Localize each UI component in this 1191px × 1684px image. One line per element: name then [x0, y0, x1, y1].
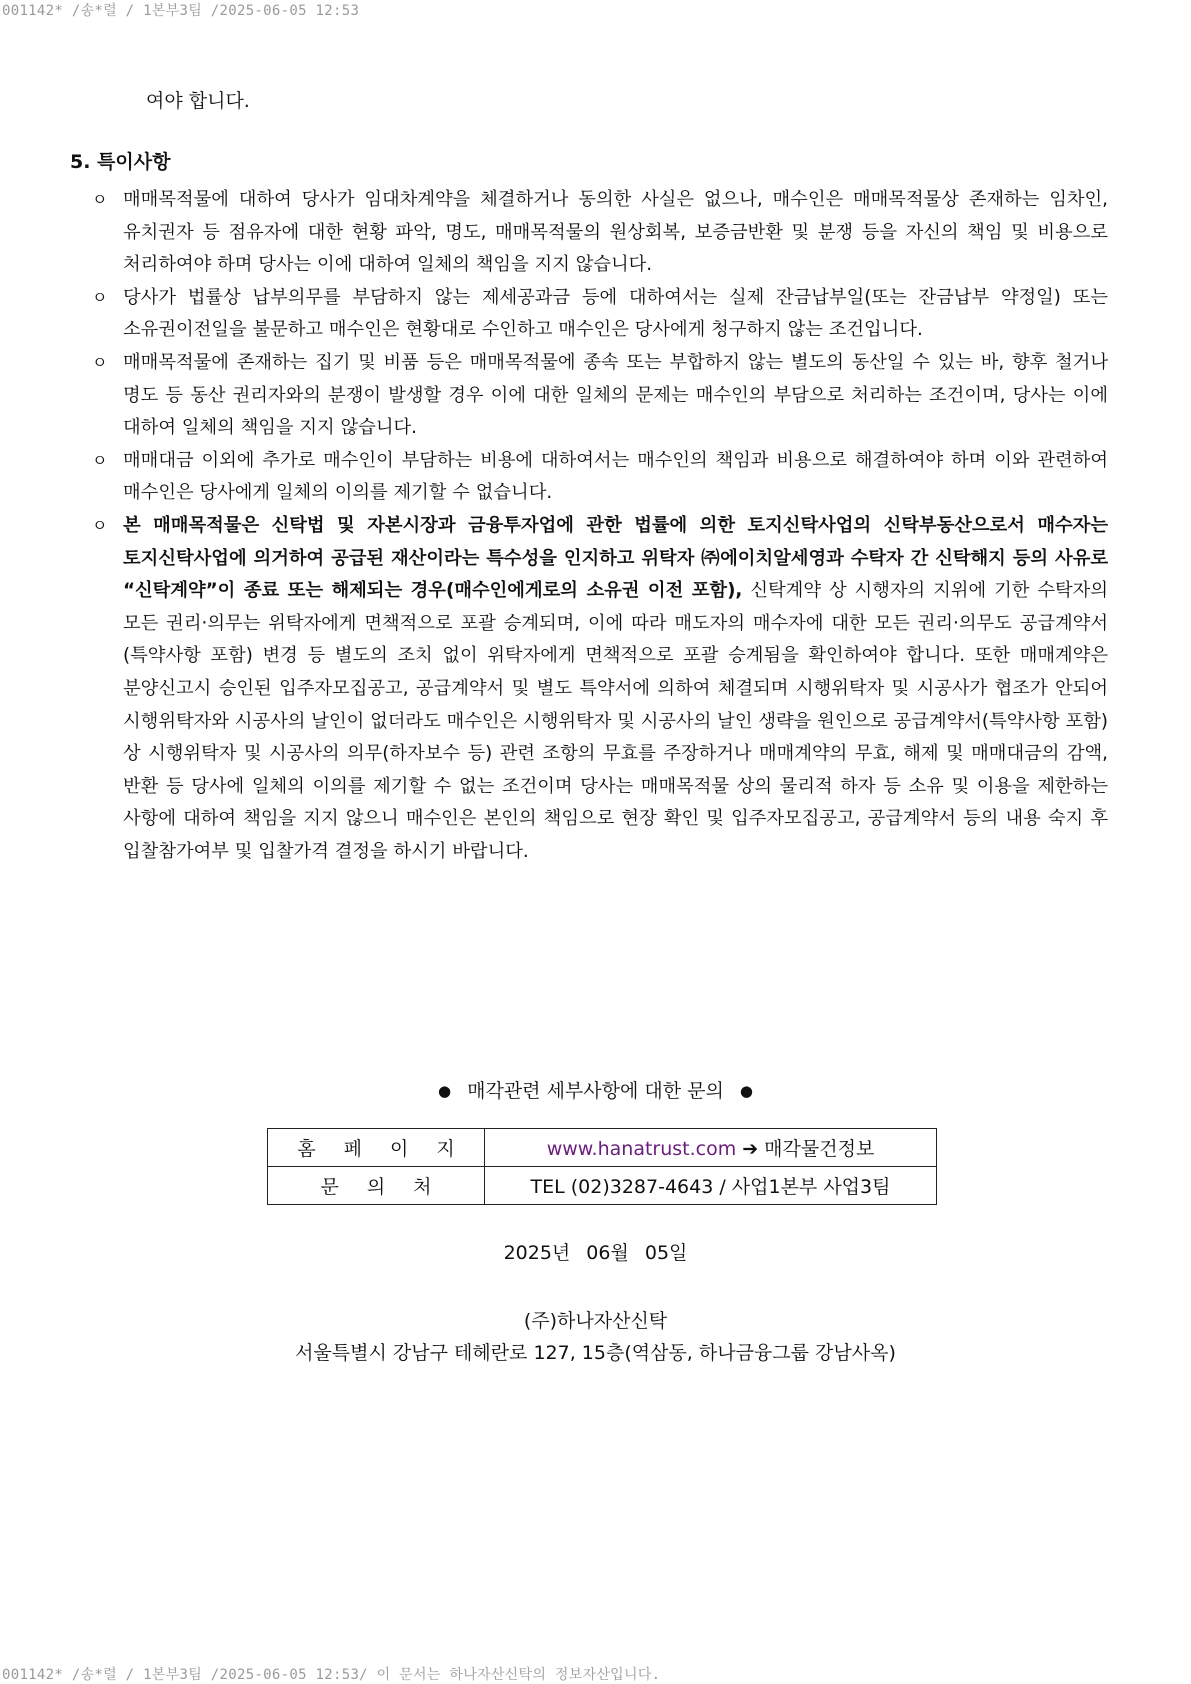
bullet-dot-icon: ● — [437, 1082, 452, 1100]
homepage-label: 홈페이지 — [268, 1129, 485, 1167]
document-header-stamp: 001142* /송*렬 / 1본부3팀 /2025-06-05 12:53 — [2, 3, 360, 19]
notice-item-text: 당사가 법률상 납부의무를 부담하지 않는 제세공과금 등에 대하여서는 실제 잔금납부일(또는 잔금납부 약정일) 또는 소유권이전일을 불문하고 매수인은 현황대로 수인하고 매수인은 당사에게 청구하지 않는 조건입니다. — [123, 286, 1108, 341]
notice-item — [92, 445, 1108, 510]
section-title: 5. 특이사항 — [70, 151, 171, 173]
inquiry-heading-text: 매각관련 세부사항에 대한 문의 — [467, 1080, 724, 1102]
homepage-menu-text: 매각물건정보 — [764, 1138, 875, 1160]
homepage-cell — [485, 1129, 937, 1167]
bullet-icon: ㅇ — [92, 352, 108, 372]
arrow-right-icon: ➔ — [742, 1138, 759, 1160]
table-row — [268, 1129, 937, 1167]
bullet-icon: ㅇ — [92, 190, 108, 209]
contact-label: 문의처 — [268, 1167, 485, 1205]
bullet-icon: ㅇ — [92, 515, 108, 535]
notice-item-text: 매매대금 이외에 추가로 매수인이 부담하는 비용에 대하여서는 매수인의 책임과 비용으로 해결하여야 하며 이와 관련하여 매수인은 당사에게 일체의 이의를 제기할 수 없습니다. — [123, 449, 1108, 504]
inquiry-table — [267, 1128, 937, 1205]
document-footer-stamp: 001142* /송*렬 / 1본부3팀 /2025-06-05 12:53/ 이 문서는 하나자산신탁의 정보자산입니다. — [2, 1667, 661, 1683]
document-date: 2025년 06월 05일 — [503, 1242, 688, 1264]
notice-item — [92, 347, 1108, 445]
homepage-link[interactable]: www.hanatrust.com — [546, 1138, 737, 1160]
inquiry-heading — [0, 1078, 1191, 1104]
notice-item-text: 신탁계약 상 시행자의 지위에 기한 수탁자의 모든 권리·의무는 위탁자에게 면책적으로 포괄 승계되며, 이에 따라 매도자의 매수자에 대한 모든 권리·의무도 공급계약서(특약사항 포함) 변경 등 별도의 조치 없이 위탁자에게 면책적으로 포괄 승계됨을 확인하여야 합니다. 또한 매매계약은 분양신고시 승인된 입주자모집공고, 공급계약서 및 별도 특약서에 의하여 체결되며 시행위탁자 및 시공사가 협조가 안되어 시행위탁자와 시공사의 날인이 없더라도 매수인은 시행위탁자 및 시공사의 날인 생략을 원인으로 공급계약서(특약사항 포함) 상 시행위탁자 및 시공사의 의무(하자보수 등) 관련 조항의 무효를 주장하거나 매매계약의 무효, 해제 및 매매대금의 감액, 반환 등 당사에 일체의 이의를 제기할 수 없는 조건이며 당사는 매매목적물 상의 물리적 하자 등 소유 및 이용을 제한하는 사항에 대하여 책임을 지지 않으니 매수인은 본인의 책임으로 현장 확인 및 입주자모집공고, 공급계약서 등의 내용 숙지 후 입찰참가여부 및 입찰가격 결정을 하시기 바랍니다. — [123, 580, 1108, 862]
notice-item-text: 매매목적물에 대하여 당사가 임대차계약을 체결하거나 동의한 사실은 없으나, 매수인은 매매목적물상 존재하는 임차인, 유치권자 등 점유자에 대한 현황 파악, 명도, 매매목적물의 원상회복, 보증금반환 및 분쟁 등을 자신의 책임 및 비용으로 처리하여야 하며 당사는 이에 대하여 일체의 책임을 지지 않습니다. — [123, 189, 1108, 276]
company-name: (주)하나자산신탁 — [523, 1310, 668, 1332]
company-address: 서울특별시 강남구 테헤란로 127, 15층(역삼동, 하나금융그룹 강남사옥) — [295, 1342, 896, 1364]
notice-list — [92, 184, 1108, 868]
notice-item-text: 매매목적물에 존재하는 집기 및 비품 등은 매매목적물에 종속 또는 부합하지 않는 별도의 동산일 수 있는 바, 향후 철거나 명도 등 동산 권리자와의 분쟁이 발생할 경우 이에 대한 일체의 문제는 매수인의 부담으로 처리하는 조건이며, 당사는 이에 대하여 일체의 책임을 지지 않습니다. — [123, 351, 1108, 439]
contact-value: TEL (02)3287-4643 / 사업1본부 사업3팀 — [485, 1167, 937, 1205]
table-row — [268, 1167, 937, 1205]
notice-item — [92, 282, 1108, 347]
continuation-text: 여야 합니다. — [146, 90, 250, 112]
notice-item — [92, 510, 1108, 869]
bullet-icon: ㅇ — [92, 450, 108, 470]
notice-item — [92, 184, 1108, 282]
bullet-dot-icon: ● — [739, 1082, 753, 1100]
notice-item-text-emphasis: 본 매매목적물은 신탁법 및 자본시장과 금융투자업에 관한 법률에 의한 토지신탁사업의 신탁부동산으로서 매수자는 토지신탁사업에 의거하여 공급된 재산이라는 특수성을 인지하고 위탁자 ㈜에이치알세영과 수탁자 간 신탁해지 등의 사유로 “신탁계약”이 종료 또는 해제되는 경우(매수인에게로의 소유권 이전 포함), — [123, 514, 1108, 602]
bullet-icon: ㅇ — [92, 287, 108, 307]
